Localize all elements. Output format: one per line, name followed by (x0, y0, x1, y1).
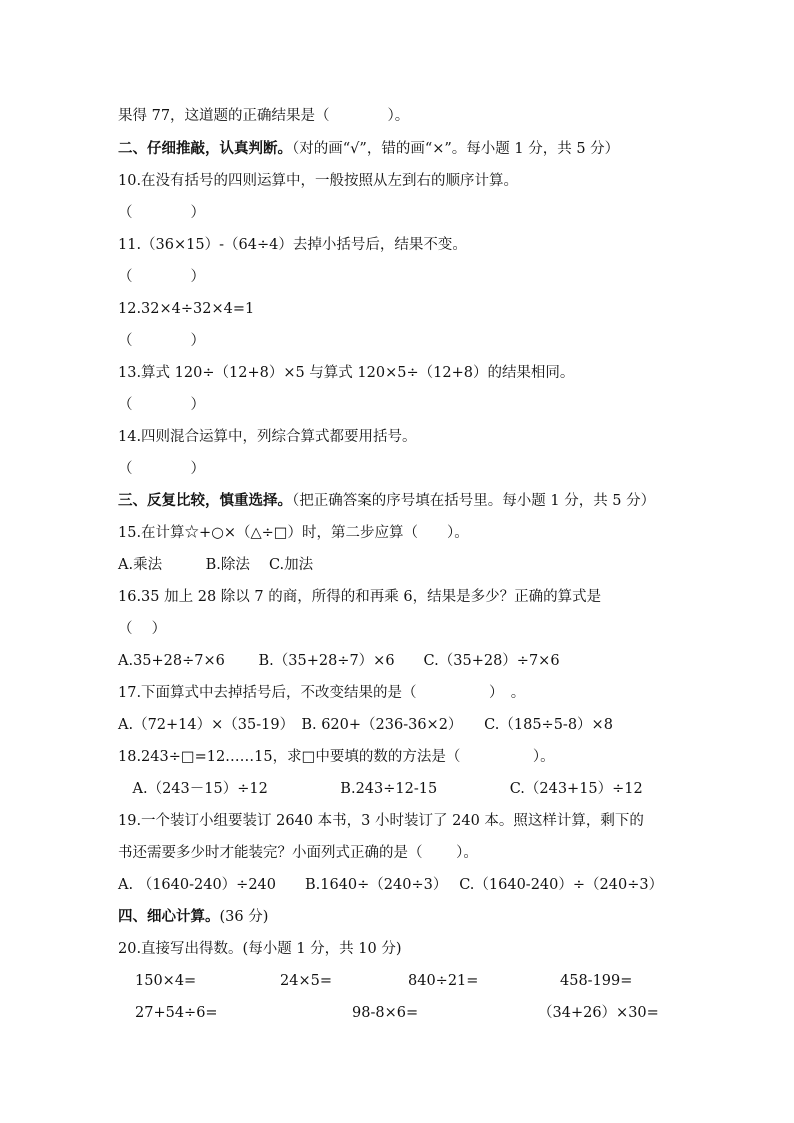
question-15-options: A.乘法 B.除法 C.加法 (118, 557, 314, 573)
calc-item: 24×5= (280, 973, 332, 989)
question-11: 11.（36×15）-（64÷4）去掉小括号后，结果不变。 (118, 237, 467, 253)
section-2-note: （对的画“√”，错的画“×”。每小题 1 分，共 5 分） (292, 141, 620, 157)
section-4-note: (36 分) (219, 909, 269, 925)
section-4-title: 四、细心计算。 (118, 908, 220, 925)
question-14: 14.四则混合运算中，列综合算式都要用括号。 (118, 429, 417, 445)
section-3-title: 三、反复比较，慎重选择。 (118, 492, 292, 509)
question-12-answer-blank: （ ） (118, 333, 205, 349)
question-13: 13.算式 120÷（12+8）×5 与算式 120×5÷（12+8）的结果相同。 (118, 365, 575, 381)
question-16-options: A.35+28÷7×6 B.（35+28÷7）×6 C.（35+28）÷7×6 (118, 653, 560, 669)
question-18: 18.243÷□=12……15，求□中要填的数的方法是（ ）。 (118, 749, 555, 765)
question-17-options: A.（72+14）×（35-19） B. 620+（236-36×2） C.（185÷5-8）×8 (118, 717, 613, 733)
question-10: 10.在没有括号的四则运算中，一般按照从左到右的顺序计算。 (118, 173, 519, 189)
calc-item: 27+54÷6= (135, 1005, 218, 1021)
section-3-heading (118, 491, 655, 511)
calc-item: （34+26）×30= (538, 1005, 659, 1021)
question-14-answer-blank: （ ） (118, 461, 205, 477)
section-3-note: （把正确答案的序号填在括号里。每小题 1 分，共 5 分） (292, 493, 656, 509)
calc-item: 98-8×6= (352, 1005, 419, 1021)
question-19-line-2: 书还需要多少时才能装完？小面列式正确的是（ ）。 (118, 845, 478, 861)
question-19: 19.一个装订小组要装订 2640 本书，3 小时装订了 240 本。照这样计算，剩下的 (118, 813, 644, 829)
section-4-heading (118, 907, 268, 927)
question-19-options: A. （1640-240）÷240 B.1640÷（240÷3） C.（1640-240）÷（240÷3） (118, 877, 664, 893)
calc-item: 150×4= (135, 973, 197, 989)
calc-item: 840÷21= (408, 973, 479, 989)
section-2-title: 二、仔细推敲，认真判断。 (118, 140, 292, 157)
question-11-answer-blank: （ ） (118, 269, 205, 285)
question-20: 20.直接写出得数。(每小题 1 分，共 10 分) (118, 941, 402, 957)
section-2-heading (118, 139, 619, 159)
question-16-answer-blank: （ ） (118, 621, 167, 637)
q9-continuation: 果得 77，这道题的正确结果是（ ）。 (118, 108, 410, 124)
question-12: 12.32×4÷32×4=1 (118, 301, 255, 317)
question-16: 16.35 加上 28 除以 7 的商，所得的和再乘 6，结果是多少？正确的算式是 (118, 589, 602, 605)
question-17: 17.下面算式中去掉括号后，不改变结果的是（ ） 。 (118, 685, 526, 701)
question-13-answer-blank: （ ） (118, 397, 205, 413)
question-15: 15.在计算☆+○×（△÷□）时，第二步应算（ ）。 (118, 525, 469, 541)
question-18-options: A.（243－15）÷12 B.243÷12-15 C.（243+15）÷12 (118, 781, 643, 797)
calc-item: 458-199= (560, 973, 633, 989)
question-10-answer-blank: （ ） (118, 205, 205, 221)
